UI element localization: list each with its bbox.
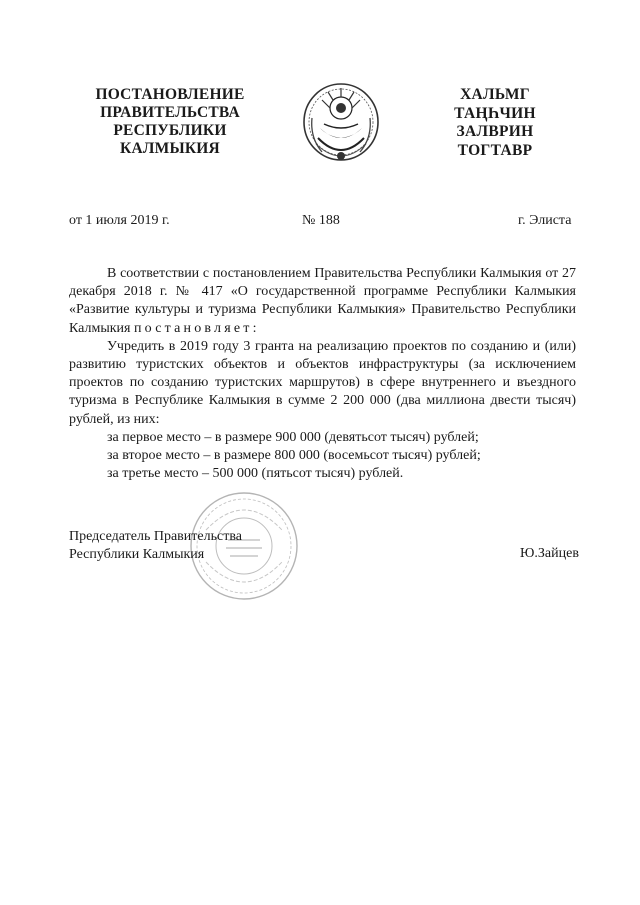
- grant-item-first: за первое место – в размере 900 000 (девятьсот тысяч) рублей;: [107, 429, 479, 445]
- header-left-line: ПРАВИТЕЛЬСТВА: [100, 104, 240, 121]
- header-right-line: ТАҢҺЧИН: [454, 104, 536, 122]
- decree-city: г. Элиста: [518, 213, 572, 228]
- preamble-paragraph: [69, 265, 576, 338]
- grant-item-second: за второе место – в размере 800 000 (восемьсот тысяч) рублей;: [107, 448, 481, 464]
- signatory-name: Ю.Зайцев: [520, 546, 579, 561]
- signatory-title-line: Председатель Правительства: [69, 529, 242, 544]
- signatory-title: [69, 528, 242, 564]
- header-left-line: КАЛМЫКИЯ: [120, 140, 220, 157]
- preamble-text: В соответствии с постановлением Правительства Республики Калмыкия от 27 декабря 2018 г. № 417 «О государственной программе Республики Калмыкия «Развитие культуры и туризма Республики Калмыкия» Правительство Республики Калмыкия: [69, 266, 576, 336]
- main-paragraph: Учредить в 2019 году 3 гранта на реализацию проектов по созданию и (или) развитию туристских объектов и объектов инфраструктуры (за исключением проектов по созданию туристских маршрутов) в сфере внутреннего и въездного туризма в Республике Калмыкия в сумме 2 200 000 (два миллиона двести тысяч) рублей, из них:: [69, 338, 576, 427]
- header-right-line: ТОГТАВР: [457, 141, 533, 159]
- decree-body: [69, 265, 576, 483]
- coat-of-arms-icon: [300, 78, 382, 172]
- decree-word: постановляет:: [133, 320, 260, 336]
- header-left-title: [80, 86, 260, 158]
- header-right-title: [430, 86, 560, 160]
- header-right-line: ЗАЛВРИН: [456, 123, 534, 140]
- decree-date: от 1 июля 2019 г.: [69, 213, 170, 228]
- header-left-line: ПОСТАНОВЛЕНИЕ: [95, 86, 245, 103]
- signatory-title-line: Республики Калмыкия: [69, 547, 205, 562]
- decree-number: № 188: [302, 213, 340, 228]
- header-right-line: ХАЛЬМГ: [460, 86, 530, 103]
- grant-item-third: за третье место – 500 000 (пятьсот тысяч) рублей.: [107, 466, 404, 482]
- header-left-line: РЕСПУБЛИКИ: [113, 122, 227, 139]
